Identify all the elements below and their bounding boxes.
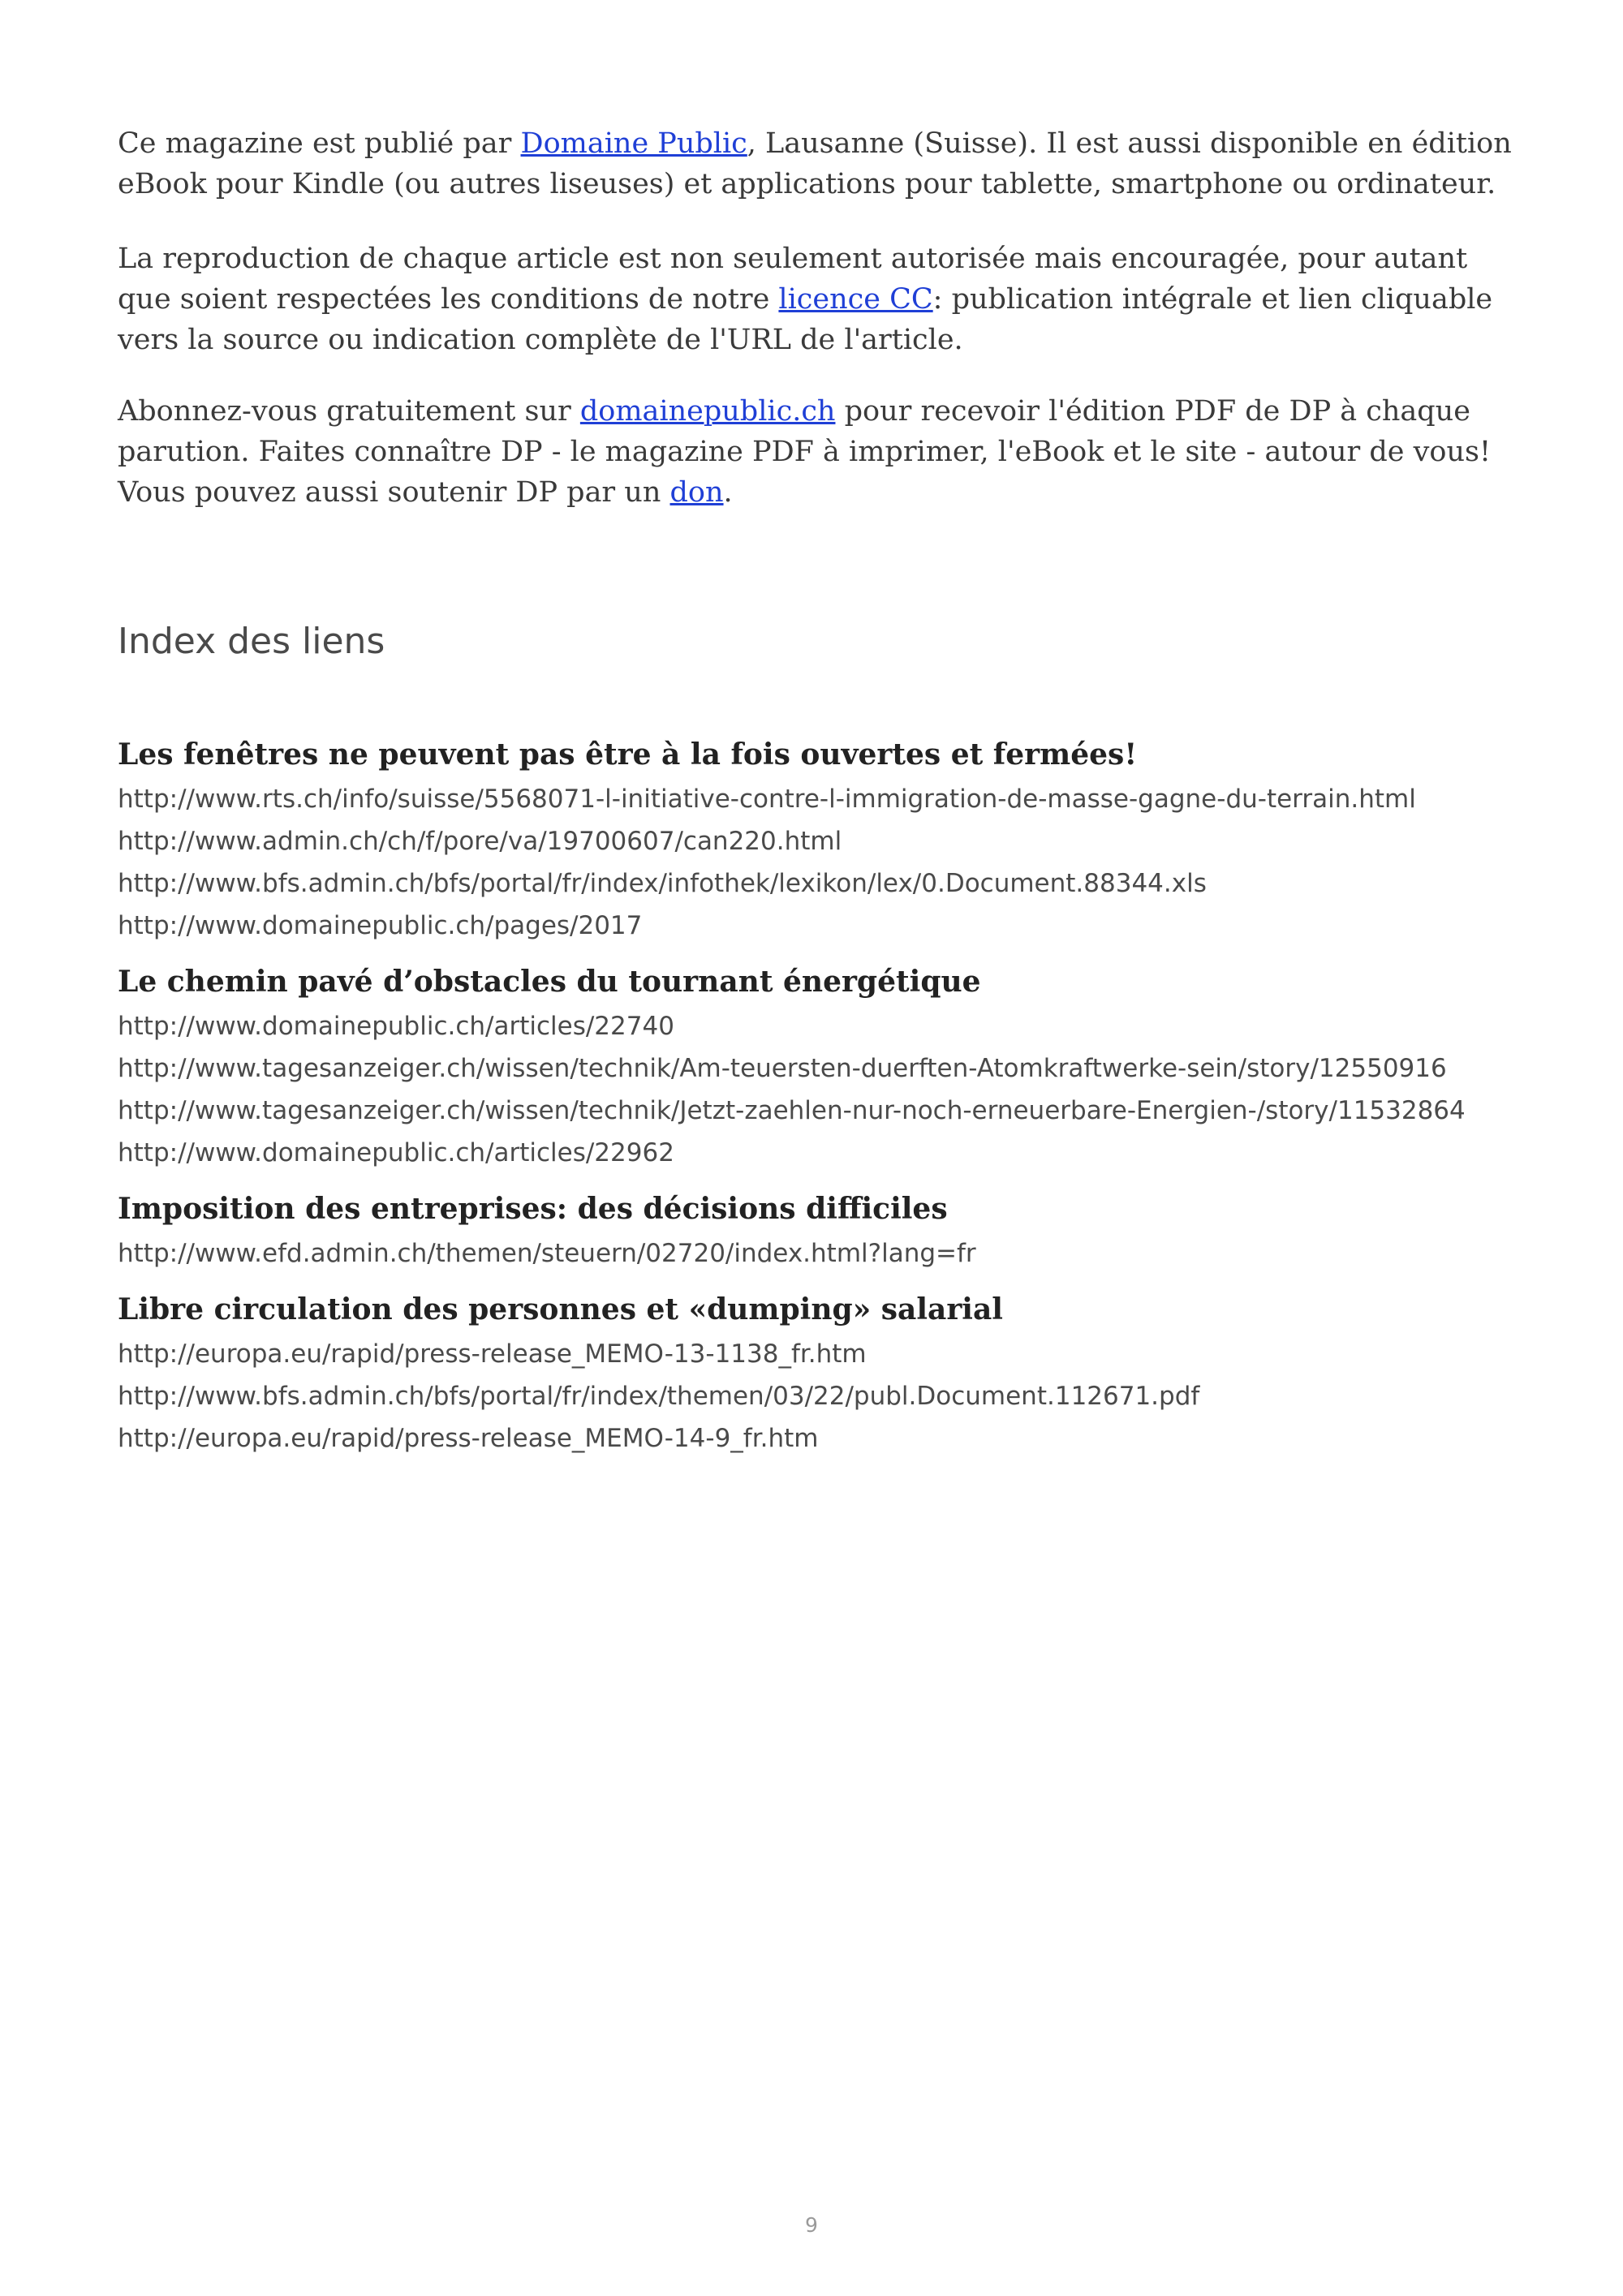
intro-text: : publication intégrale et lien cliquable vers la source ou indication complète de l'URL de l'article. <box>118 283 1493 356</box>
domainepublic-site-link[interactable]: domainepublic.ch <box>579 395 836 428</box>
intro-text: . <box>723 476 733 509</box>
url-item[interactable]: http://www.bfs.admin.ch/bfs/portal/fr/index/infothek/lexikon/lex/0.Document.88344.xls <box>118 869 1207 898</box>
section-title: Imposition des entreprises: des décisions difficiles <box>118 1192 948 1226</box>
url-item[interactable]: http://www.tagesanzeiger.ch/wissen/technik/Jetzt-zaehlen-nur-noch-erneuerbare-Energien-/story/11532864 <box>118 1096 1466 1125</box>
intro-text: La reproduction de chaque article est non seulement autorisée mais encouragée, pour autant que soient respectées les conditions de notre <box>118 243 1468 316</box>
url-item[interactable]: http://www.tagesanzeiger.ch/wissen/technik/Am-teuersten-duerften-Atomkraftwerke-sein/story/12550916 <box>118 1054 1447 1083</box>
url-item[interactable]: http://europa.eu/rapid/press-release_MEMO-14-9_fr.htm <box>118 1424 819 1453</box>
url-item[interactable]: http://www.domainepublic.ch/articles/22740 <box>118 1012 674 1041</box>
index-section <box>118 1189 1530 1275</box>
intro-paragraph-subscribe <box>118 391 1513 513</box>
intro-paragraph-publisher <box>118 123 1513 204</box>
index-section <box>118 734 1530 947</box>
index-section <box>118 961 1530 1174</box>
url-item[interactable]: http://europa.eu/rapid/press-release_MEMO-13-1138_fr.htm <box>118 1339 867 1369</box>
url-item[interactable]: http://www.domainepublic.ch/articles/22962 <box>118 1138 674 1167</box>
intro-paragraph-license <box>118 239 1513 360</box>
domaine-public-link[interactable]: Domaine Public <box>520 127 747 160</box>
page-number: 9 <box>805 2213 818 2237</box>
index-section <box>118 1289 1530 1460</box>
intro-text: pour recevoir l'édition PDF de DP à chaque parution. Faites connaître DP - le magazine PDF à imprimer, l'eBook et le site - autour de vous! Vous pouvez aussi soutenir DP par un <box>118 395 1492 509</box>
url-item[interactable]: http://www.efd.admin.ch/themen/steuern/02720/index.html?lang=fr <box>118 1239 976 1268</box>
link-index <box>118 734 1530 1474</box>
section-title: Le chemin pavé d’obstacles du tournant énergétique <box>118 965 981 999</box>
url-list <box>118 1232 1530 1275</box>
url-list <box>118 1005 1530 1174</box>
url-item[interactable]: http://www.rts.ch/info/suisse/5568071-l-initiative-contre-l-immigration-de-masse-gagne-du-terrain.html <box>118 785 1416 814</box>
section-title: Les fenêtres ne peuvent pas être à la fois ouvertes et fermées! <box>118 737 1138 772</box>
url-item[interactable]: http://www.domainepublic.ch/pages/2017 <box>118 911 643 940</box>
intro-text: Ce magazine est publié par <box>118 127 521 160</box>
url-item[interactable]: http://www.bfs.admin.ch/bfs/portal/fr/index/themen/03/22/publ.Document.112671.pdf <box>118 1382 1200 1411</box>
url-list <box>118 1333 1530 1460</box>
intro-text: , Lausanne (Suisse). Il est aussi disponible en édition eBook pour Kindle (ou autres liseuses) et applications pour tablette, smartphone ou ordinateur. <box>118 127 1512 200</box>
licence-cc-link[interactable]: licence CC <box>778 283 933 316</box>
url-list <box>118 778 1530 947</box>
url-item[interactable]: http://www.admin.ch/ch/f/pore/va/19700607/can220.html <box>118 827 842 856</box>
intro-text: Abonnez-vous gratuitement sur <box>118 395 580 428</box>
donation-link[interactable]: don <box>669 476 724 509</box>
index-title: Index des liens <box>118 621 385 662</box>
section-title: Libre circulation des personnes et «dumping» salarial <box>118 1292 1003 1326</box>
